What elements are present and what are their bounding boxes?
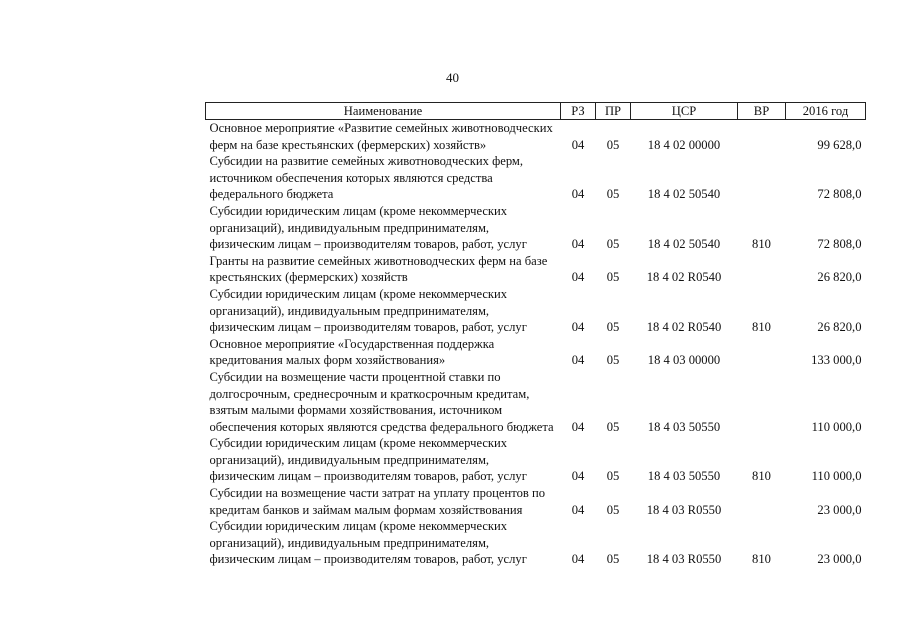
table-row <box>206 336 866 369</box>
row-sum: 26 820,0 <box>817 320 862 335</box>
row-name: Субсидии юридическим лицам (кроме некоммерческих организаций), индивидуальным предпринимателям, физическим лицам – производителям товаров, работ, услуг <box>209 203 527 252</box>
row-rz: 04 <box>571 320 585 335</box>
row-vr <box>738 153 786 203</box>
row-vr: 810 <box>752 469 771 484</box>
row-pr: 05 <box>606 353 620 368</box>
row-pr: 05 <box>606 419 620 434</box>
row-rz: 04 <box>571 187 585 202</box>
row-csr: 18 4 03 R0550 <box>646 552 722 567</box>
row-pr: 05 <box>606 270 620 285</box>
table-row <box>206 518 866 568</box>
row-pr: 05 <box>606 320 620 335</box>
header-year: 2016 год <box>786 103 866 120</box>
header-rz: РЗ <box>561 103 596 120</box>
row-vr <box>738 369 786 435</box>
table-row <box>206 286 866 336</box>
row-rz: 04 <box>571 137 585 152</box>
row-vr: 810 <box>752 237 771 252</box>
row-csr: 18 4 02 50540 <box>647 187 721 202</box>
budget-table <box>205 102 866 568</box>
table-row <box>206 253 866 286</box>
row-name: Основное мероприятие «Развитие семейных животноводческих ферм на базе крестьянских (фермерских) хозяйств» <box>209 121 553 152</box>
row-rz: 04 <box>571 237 585 252</box>
row-sum: 26 820,0 <box>817 270 862 285</box>
table-body <box>206 120 866 569</box>
row-pr: 05 <box>606 502 620 517</box>
table-header <box>206 103 866 120</box>
row-name: Субсидии на развитие семейных животноводческих ферм, источником обеспечения которых являются средства федерального бюджета <box>209 154 524 202</box>
row-pr: 05 <box>606 552 620 567</box>
row-name: Субсидии на возмещение части затрат на уплату процентов по кредитам банков и займам малым формам хозяйствования <box>209 486 546 517</box>
row-rz: 04 <box>571 552 585 567</box>
row-pr: 05 <box>606 469 620 484</box>
table-row <box>206 369 866 435</box>
row-csr: 18 4 02 R0540 <box>646 320 722 335</box>
header-pr: ПР <box>596 103 631 120</box>
row-csr: 18 4 02 00000 <box>647 137 721 152</box>
header-csr: ЦСР <box>631 103 738 120</box>
row-rz: 04 <box>571 270 585 285</box>
row-pr: 05 <box>606 137 620 152</box>
row-sum: 72 808,0 <box>817 237 862 252</box>
row-csr: 18 4 03 50550 <box>647 469 721 484</box>
row-name: Субсидии на возмещение части процентной ставки по долгосрочным, среднесрочным и краткосрочным кредитам, взятым малыми формами хозяйствования, источником обеспечения которых являются средства федерального бюджета <box>209 369 554 434</box>
row-name: Гранты на развитие семейных животноводческих ферм на базе крестьянских (фермерских) хозяйств <box>209 253 548 285</box>
row-name: Субсидии юридическим лицам (кроме некоммерческих организаций), индивидуальным предпринимателям, физическим лицам – производителям товаров, работ, услуг <box>209 436 527 484</box>
header-row <box>206 103 866 120</box>
row-rz: 04 <box>571 353 585 368</box>
row-name: Субсидии юридическим лицам (кроме некоммерческих организаций), индивидуальным предпринимателям, физическим лицам – производителям товаров, работ, услуг <box>209 519 527 567</box>
table-row <box>206 485 866 518</box>
table-row <box>206 153 866 203</box>
table-row <box>206 120 866 154</box>
row-pr: 05 <box>606 237 620 252</box>
row-sum: 110 000,0 <box>811 469 862 484</box>
row-sum: 110 000,0 <box>811 419 862 434</box>
table-row <box>206 203 866 253</box>
header-name: Наименование <box>206 103 561 120</box>
header-vr: ВР <box>738 103 786 120</box>
page-number: 40 <box>446 70 459 85</box>
row-sum: 99 628,0 <box>817 137 862 152</box>
row-csr: 18 4 03 50550 <box>647 419 721 434</box>
row-rz: 04 <box>571 419 585 434</box>
row-vr <box>738 485 786 518</box>
row-vr <box>738 120 786 154</box>
row-vr <box>738 336 786 369</box>
table-row <box>206 435 866 485</box>
row-name: Субсидии юридическим лицам (кроме некоммерческих организаций), индивидуальным предпринимателям, физическим лицам – производителям товаров, работ, услуг <box>209 286 527 335</box>
row-sum: 23 000,0 <box>817 502 862 517</box>
row-vr <box>738 253 786 286</box>
row-vr: 810 <box>752 320 771 335</box>
row-csr: 18 4 02 50540 <box>647 237 721 252</box>
row-rz: 04 <box>571 502 585 517</box>
row-sum: 23 000,0 <box>817 552 862 567</box>
row-rz: 04 <box>571 469 585 484</box>
row-csr: 18 4 03 R0550 <box>646 502 722 517</box>
row-vr: 810 <box>752 552 771 567</box>
row-name: Основное мероприятие «Государственная поддержка кредитования малых форм хозяйствования» <box>209 336 495 368</box>
row-pr: 05 <box>606 187 620 202</box>
row-csr: 18 4 02 R0540 <box>646 270 722 285</box>
row-csr: 18 4 03 00000 <box>647 353 721 368</box>
row-sum: 72 808,0 <box>817 187 862 202</box>
row-sum: 133 000,0 <box>811 353 862 368</box>
